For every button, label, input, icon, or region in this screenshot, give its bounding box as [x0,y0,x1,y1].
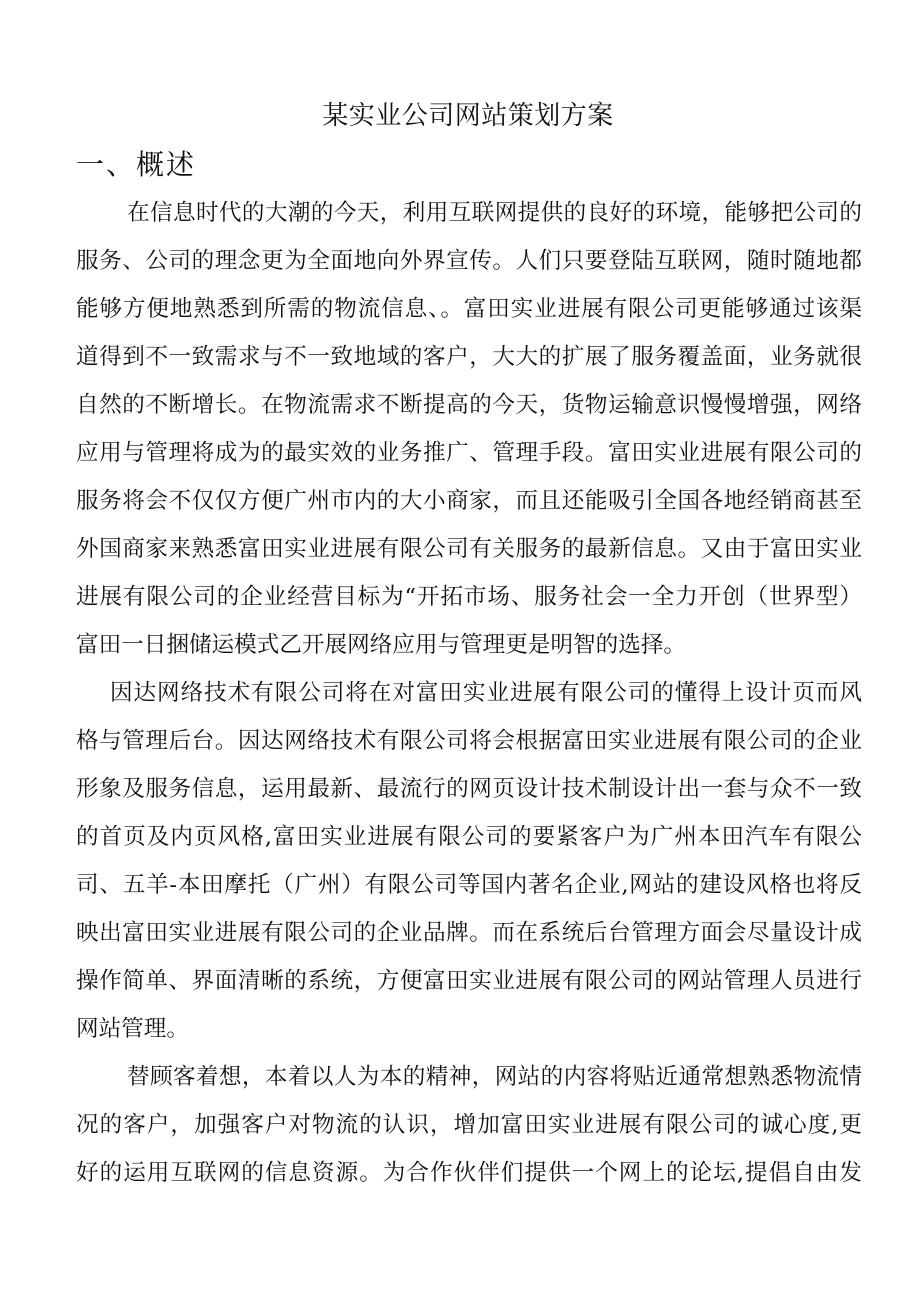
paragraph-line: 映出富田实业进展有限公司的企业品牌。而在系统后台管理方面会尽量设计成 [76,920,862,946]
document-title: 某实业公司网站策划方案 [322,101,614,131]
paragraph-line: 外国商家来熟悉富田实业进展有限公司有关服务的最新信息。又由于富田实业 [76,536,862,562]
paragraph-line: 服务、公司的理念更为全面地向外界宣传。人们只要登陆互联网，随时随地都 [76,248,862,274]
paragraph-line: 因达网络技术有限公司将在对富田实业进展有限公司的懂得上设计页而风 [110,680,862,706]
paragraph-line: 自然的不断增长。在物流需求不断提高的今天，货物运输意识慢慢增强，网络 [76,392,862,418]
paragraph-line: 替顾客着想，本着以人为本的精神，网站的内容将贴近通常想熟悉物流情 [127,1064,862,1090]
paragraph-line: 网站管理。 [76,1016,189,1042]
paragraph-line: 富田一日捆储运模式乙开展网络应用与管理更是明智的选择。 [76,632,687,658]
paragraph-line: 能够方便地熟悉到所需的物流信息、。富田实业进展有限公司更能够通过该渠 [76,296,862,322]
paragraph-line: 格与管理后台。因达网络技术有限公司将会根据富田实业进展有限公司的企业 [76,728,862,754]
paragraph-line: 形象及服务信息，运用最新、最流行的网页设计技术制设计出一套与众不一致 [76,776,862,802]
paragraph-line: 道得到不一致需求与不一致地域的客户，大大的扩展了服务覆盖面，业务就很 [76,344,862,370]
paragraph-line: 好的运用互联网的信息资源。为合作伙伴们提供一个网上的论坛,提倡自由发 [76,1160,862,1186]
paragraph-line: 进展有限公司的企业经营目标为“开拓市场、服务社会一全力开创（世界型） [76,584,862,610]
paragraph-line: 在信息时代的大潮的今天，利用互联网提供的良好的环境，能够把公司的 [127,200,862,226]
paragraph-line: 操作简单、界面清晰的系统，方便富田实业进展有限公司的网站管理人员进行 [76,968,862,994]
paragraph-line: 司、五羊-本田摩托（广州）有限公司等国内著名企业,网站的建设风格也将反 [76,872,862,898]
paragraph-line: 的首页及内页风格,富田实业进展有限公司的要紧客户为广州本田汽车有限公 [76,824,862,850]
section-heading: 一、概述 [76,148,197,181]
paragraph-line: 况的客户，加强客户对物流的认识，增加富田实业进展有限公司的诚心度,更 [76,1112,862,1138]
paragraph-line: 服务将会不仅仅方便广州市内的大小商家，而且还能吸引全国各地经销商甚至 [76,488,862,514]
paragraph-line: 应用与管理将成为的最实效的业务推广、管理手段。富田实业进展有限公司的 [76,440,862,466]
